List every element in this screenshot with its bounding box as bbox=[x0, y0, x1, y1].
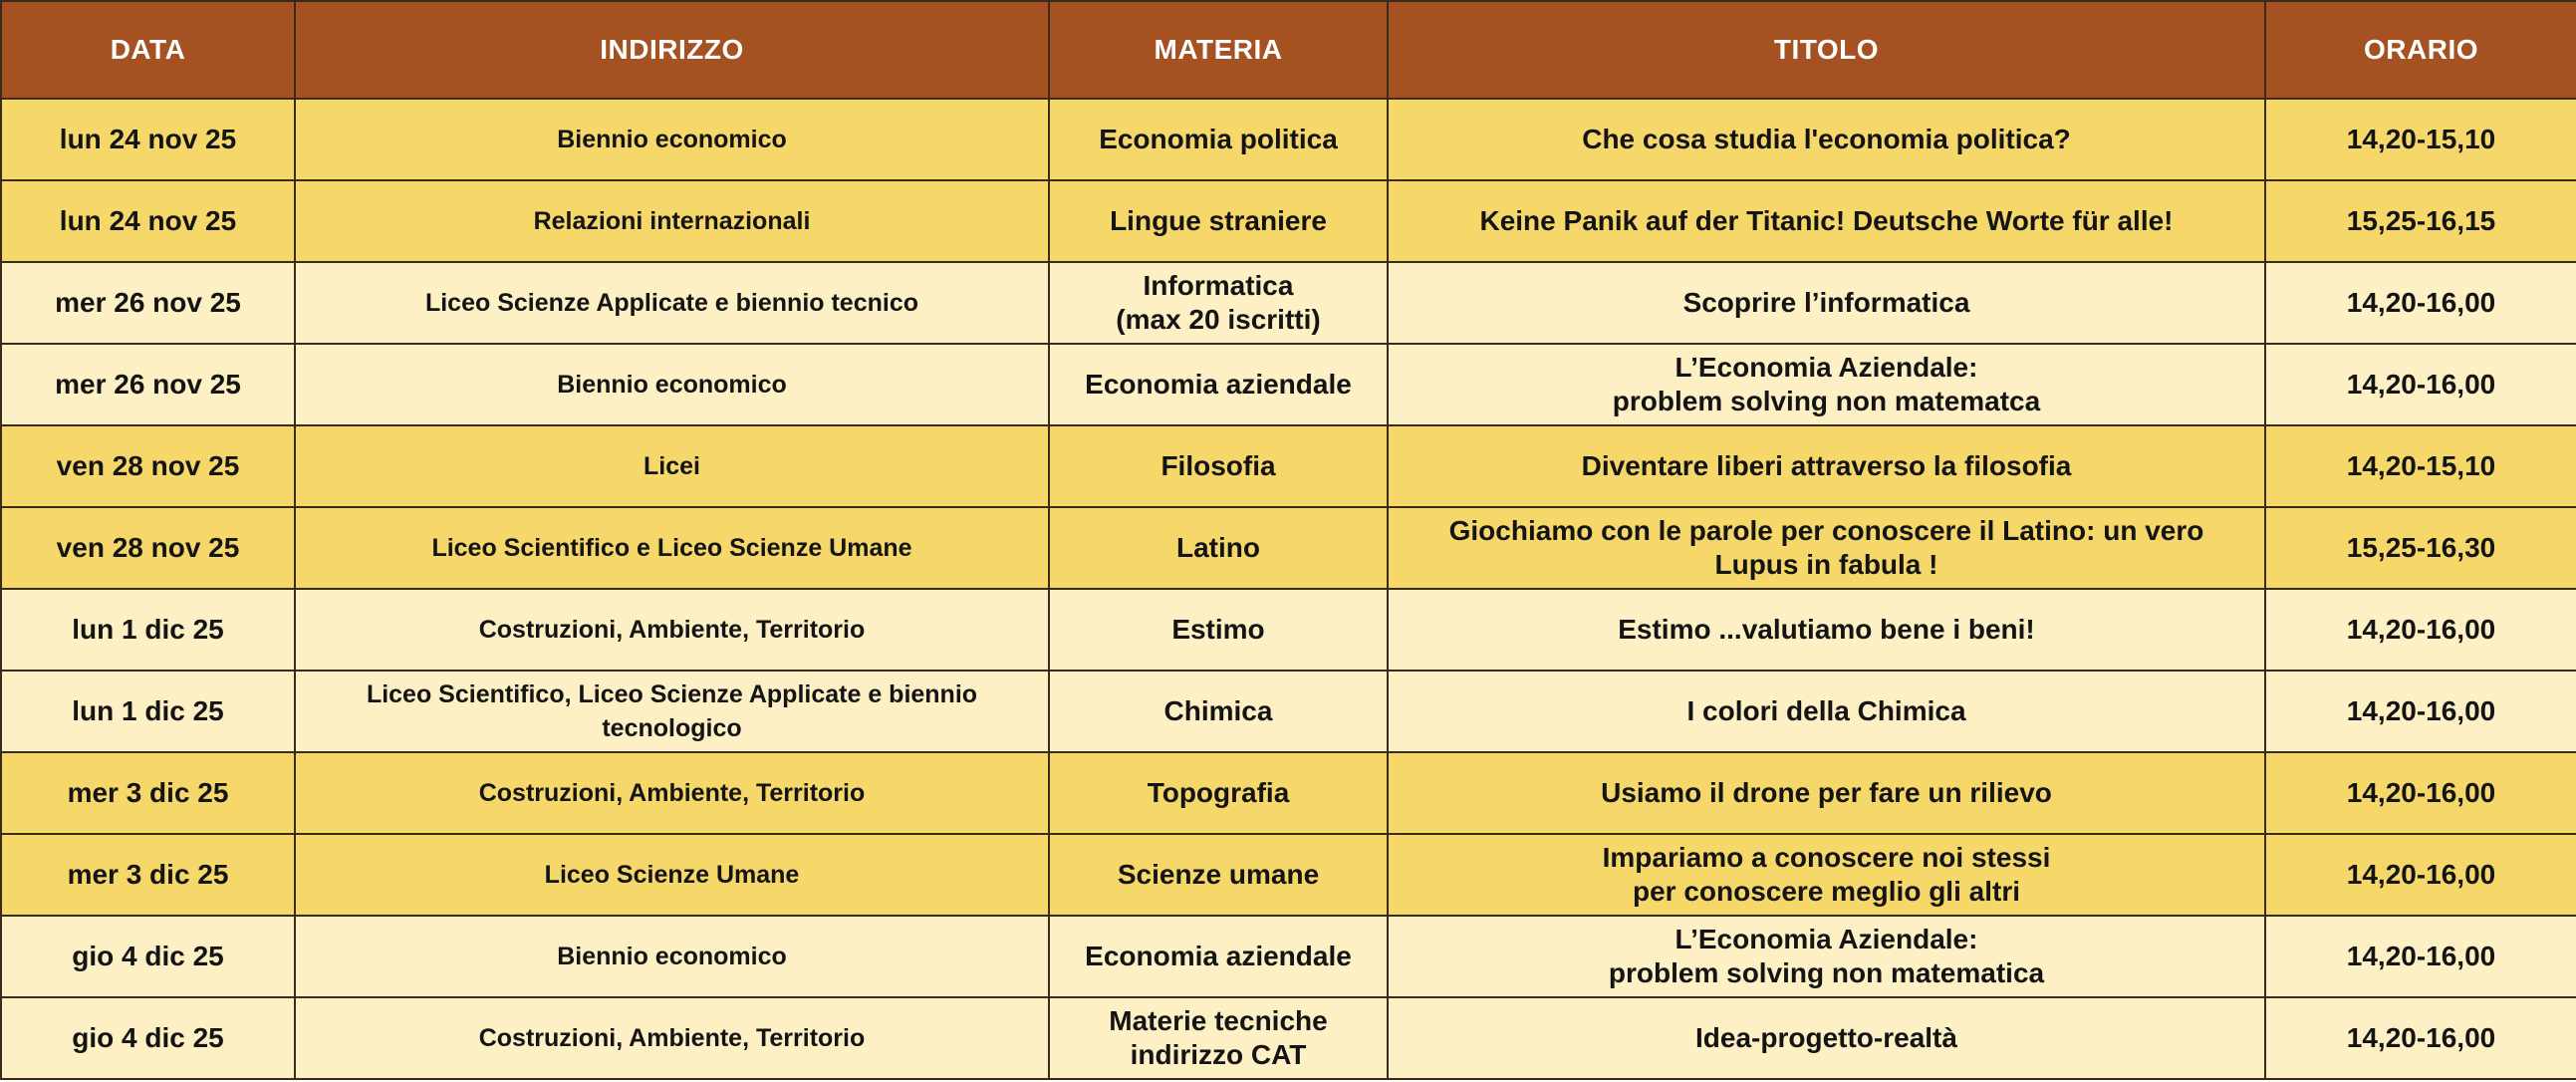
cell-data: mer 26 nov 25 bbox=[1, 344, 295, 425]
table-row bbox=[1, 916, 2576, 997]
cell-indirizzo: Costruzioni, Ambiente, Territorio bbox=[295, 752, 1049, 834]
cell-titolo: Diventare liberi attraverso la filosofia bbox=[1388, 425, 2265, 507]
cell-titolo: Che cosa studia l'economia politica? bbox=[1388, 99, 2265, 180]
cell-materia: Lingue straniere bbox=[1049, 180, 1388, 262]
cell-indirizzo: Biennio economico bbox=[295, 344, 1049, 425]
table-body bbox=[1, 99, 2576, 1079]
cell-materia: Economia politica bbox=[1049, 99, 1388, 180]
table-row bbox=[1, 834, 2576, 916]
cell-data: mer 3 dic 25 bbox=[1, 834, 295, 916]
cell-titolo: Impariamo a conoscere noi stessi per conoscere meglio gli altri bbox=[1388, 834, 2265, 916]
cell-titolo: Estimo ...valutiamo bene i beni! bbox=[1388, 589, 2265, 671]
cell-indirizzo: Liceo Scientifico e Liceo Scienze Umane bbox=[295, 507, 1049, 589]
cell-data: lun 1 dic 25 bbox=[1, 589, 295, 671]
header-row bbox=[1, 1, 2576, 99]
cell-data: mer 26 nov 25 bbox=[1, 262, 295, 344]
cell-data: ven 28 nov 25 bbox=[1, 507, 295, 589]
cell-indirizzo: Liceo Scienze Umane bbox=[295, 834, 1049, 916]
cell-materia: Scienze umane bbox=[1049, 834, 1388, 916]
cell-materia: Latino bbox=[1049, 507, 1388, 589]
cell-indirizzo: Liceo Scientifico, Liceo Scienze Applicate e biennio tecnologico bbox=[295, 671, 1049, 752]
cell-indirizzo: Liceo Scienze Applicate e biennio tecnico bbox=[295, 262, 1049, 344]
cell-data: mer 3 dic 25 bbox=[1, 752, 295, 834]
cell-materia: Informatica (max 20 iscritti) bbox=[1049, 262, 1388, 344]
cell-materia: Materie tecniche indirizzo CAT bbox=[1049, 997, 1388, 1079]
cell-data: lun 1 dic 25 bbox=[1, 671, 295, 752]
table-row bbox=[1, 180, 2576, 262]
cell-materia: Topografia bbox=[1049, 752, 1388, 834]
cell-orario: 15,25-16,30 bbox=[2265, 507, 2576, 589]
cell-titolo: Giochiamo con le parole per conoscere il Latino: un vero Lupus in fabula ! bbox=[1388, 507, 2265, 589]
table-row bbox=[1, 671, 2576, 752]
table-row bbox=[1, 752, 2576, 834]
table-row bbox=[1, 425, 2576, 507]
cell-indirizzo: Licei bbox=[295, 425, 1049, 507]
cell-orario: 14,20-16,00 bbox=[2265, 344, 2576, 425]
cell-orario: 14,20-15,10 bbox=[2265, 425, 2576, 507]
header-materia: MATERIA bbox=[1049, 1, 1388, 99]
cell-data: gio 4 dic 25 bbox=[1, 916, 295, 997]
cell-materia: Estimo bbox=[1049, 589, 1388, 671]
cell-data: lun 24 nov 25 bbox=[1, 99, 295, 180]
cell-indirizzo: Costruzioni, Ambiente, Territorio bbox=[295, 997, 1049, 1079]
table-row bbox=[1, 589, 2576, 671]
table-header bbox=[1, 1, 2576, 99]
cell-orario: 14,20-16,00 bbox=[2265, 916, 2576, 997]
header-orario: ORARIO bbox=[2265, 1, 2576, 99]
cell-indirizzo: Biennio economico bbox=[295, 916, 1049, 997]
cell-indirizzo: Biennio economico bbox=[295, 99, 1049, 180]
table-row bbox=[1, 507, 2576, 589]
table-row bbox=[1, 262, 2576, 344]
cell-titolo: Keine Panik auf der Titanic! Deutsche Worte für alle! bbox=[1388, 180, 2265, 262]
table-row bbox=[1, 997, 2576, 1079]
table-row bbox=[1, 344, 2576, 425]
cell-orario: 14,20-16,00 bbox=[2265, 752, 2576, 834]
cell-materia: Chimica bbox=[1049, 671, 1388, 752]
cell-orario: 14,20-15,10 bbox=[2265, 99, 2576, 180]
cell-titolo: I colori della Chimica bbox=[1388, 671, 2265, 752]
cell-data: ven 28 nov 25 bbox=[1, 425, 295, 507]
cell-indirizzo: Costruzioni, Ambiente, Territorio bbox=[295, 589, 1049, 671]
header-titolo: TITOLO bbox=[1388, 1, 2265, 99]
cell-orario: 14,20-16,00 bbox=[2265, 997, 2576, 1079]
cell-materia: Economia aziendale bbox=[1049, 344, 1388, 425]
header-data: DATA bbox=[1, 1, 295, 99]
cell-materia: Filosofia bbox=[1049, 425, 1388, 507]
cell-orario: 14,20-16,00 bbox=[2265, 589, 2576, 671]
table-row bbox=[1, 99, 2576, 180]
header-indirizzo: INDIRIZZO bbox=[295, 1, 1049, 99]
cell-titolo: L’Economia Aziendale: problem solving non matematica bbox=[1388, 916, 2265, 997]
cell-orario: 15,25-16,15 bbox=[2265, 180, 2576, 262]
cell-titolo: Scoprire l’informatica bbox=[1388, 262, 2265, 344]
cell-orario: 14,20-16,00 bbox=[2265, 834, 2576, 916]
cell-data: lun 24 nov 25 bbox=[1, 180, 295, 262]
cell-titolo: Idea-progetto-realtà bbox=[1388, 997, 2265, 1079]
cell-titolo: Usiamo il drone per fare un rilievo bbox=[1388, 752, 2265, 834]
cell-titolo: L’Economia Aziendale: problem solving non matematca bbox=[1388, 344, 2265, 425]
cell-orario: 14,20-16,00 bbox=[2265, 671, 2576, 752]
cell-indirizzo: Relazioni internazionali bbox=[295, 180, 1049, 262]
cell-materia: Economia aziendale bbox=[1049, 916, 1388, 997]
cell-data: gio 4 dic 25 bbox=[1, 997, 295, 1079]
cell-orario: 14,20-16,00 bbox=[2265, 262, 2576, 344]
